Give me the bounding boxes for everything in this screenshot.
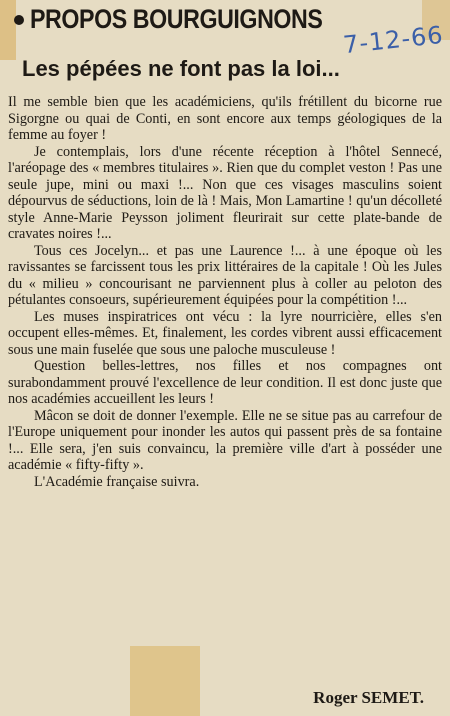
paragraph: Les muses inspiratrices ont vécu : la lyre nourricière, elles s'en occupent elles-mêmes. Et, finalement, les cordes vibrent aussi efficacement sous une main fuselée que sous une paloche musculeuse ! <box>8 308 442 358</box>
author-signature: Roger SEMET. <box>313 688 424 707</box>
paragraph: Question belles-lettres, nos filles et nos compagnes ont surabondamment prouvé l'excellence de leur condition. Il est donc juste que nos académies accueillent les leurs ! <box>8 358 442 407</box>
bullet-icon <box>14 15 24 25</box>
column-title: PROPOS BOURGUIGNONS <box>30 4 323 34</box>
paragraph: Mâcon se doit de donner l'exemple. Elle ne se situe pas au carrefour de l'Europe uniquement pour inonder les autos qui passent près de sa fontaine !... Elle sera, j'en suis convaincu, la première ville d'art à posséder une académie « fifty-fifty ». <box>8 407 442 473</box>
paragraph: Tous ces Jocelyn... et pas une Laurence !... à une époque où les ravissantes se farcissent tous les prix littéraires de la capitale ! Où les Jules du « milieu » concourisant ne parviennent plus à coller au peloton des pétulantes consoeurs, supérieurement équipées pour la compétition !... <box>8 242 442 308</box>
paragraph: Je contemplais, lors d'une récente réception à l'hôtel Sennecé, l'aréopage des « membres titulaires ». Rien que du complet veston ! Pas une seule jupe, mini ou maxi !... Non que ces visages masculins soient dépourvus de séductions, loin de là ! Mais, Mon Lamartine ! qu'un décolleté style Anne-Marie Peysson joliment fleurirait sur cette plate-bande de cravates noires !... <box>8 143 442 242</box>
article-headline: Les pépées ne font pas la loi... <box>22 56 340 81</box>
handwritten-date: 7-12-66 <box>342 20 446 60</box>
paragraph: L'Académie française suivra. <box>34 473 200 490</box>
article-body <box>8 94 442 490</box>
column-header <box>14 4 370 35</box>
paragraph: Il me semble bien que les académiciens, qu'ils frétillent du bicorne rue Sigorgne ou quai de Conti, en sont encore aux temps géologiques de la femme au foyer ! <box>8 94 442 143</box>
stamp-mark <box>130 646 200 716</box>
